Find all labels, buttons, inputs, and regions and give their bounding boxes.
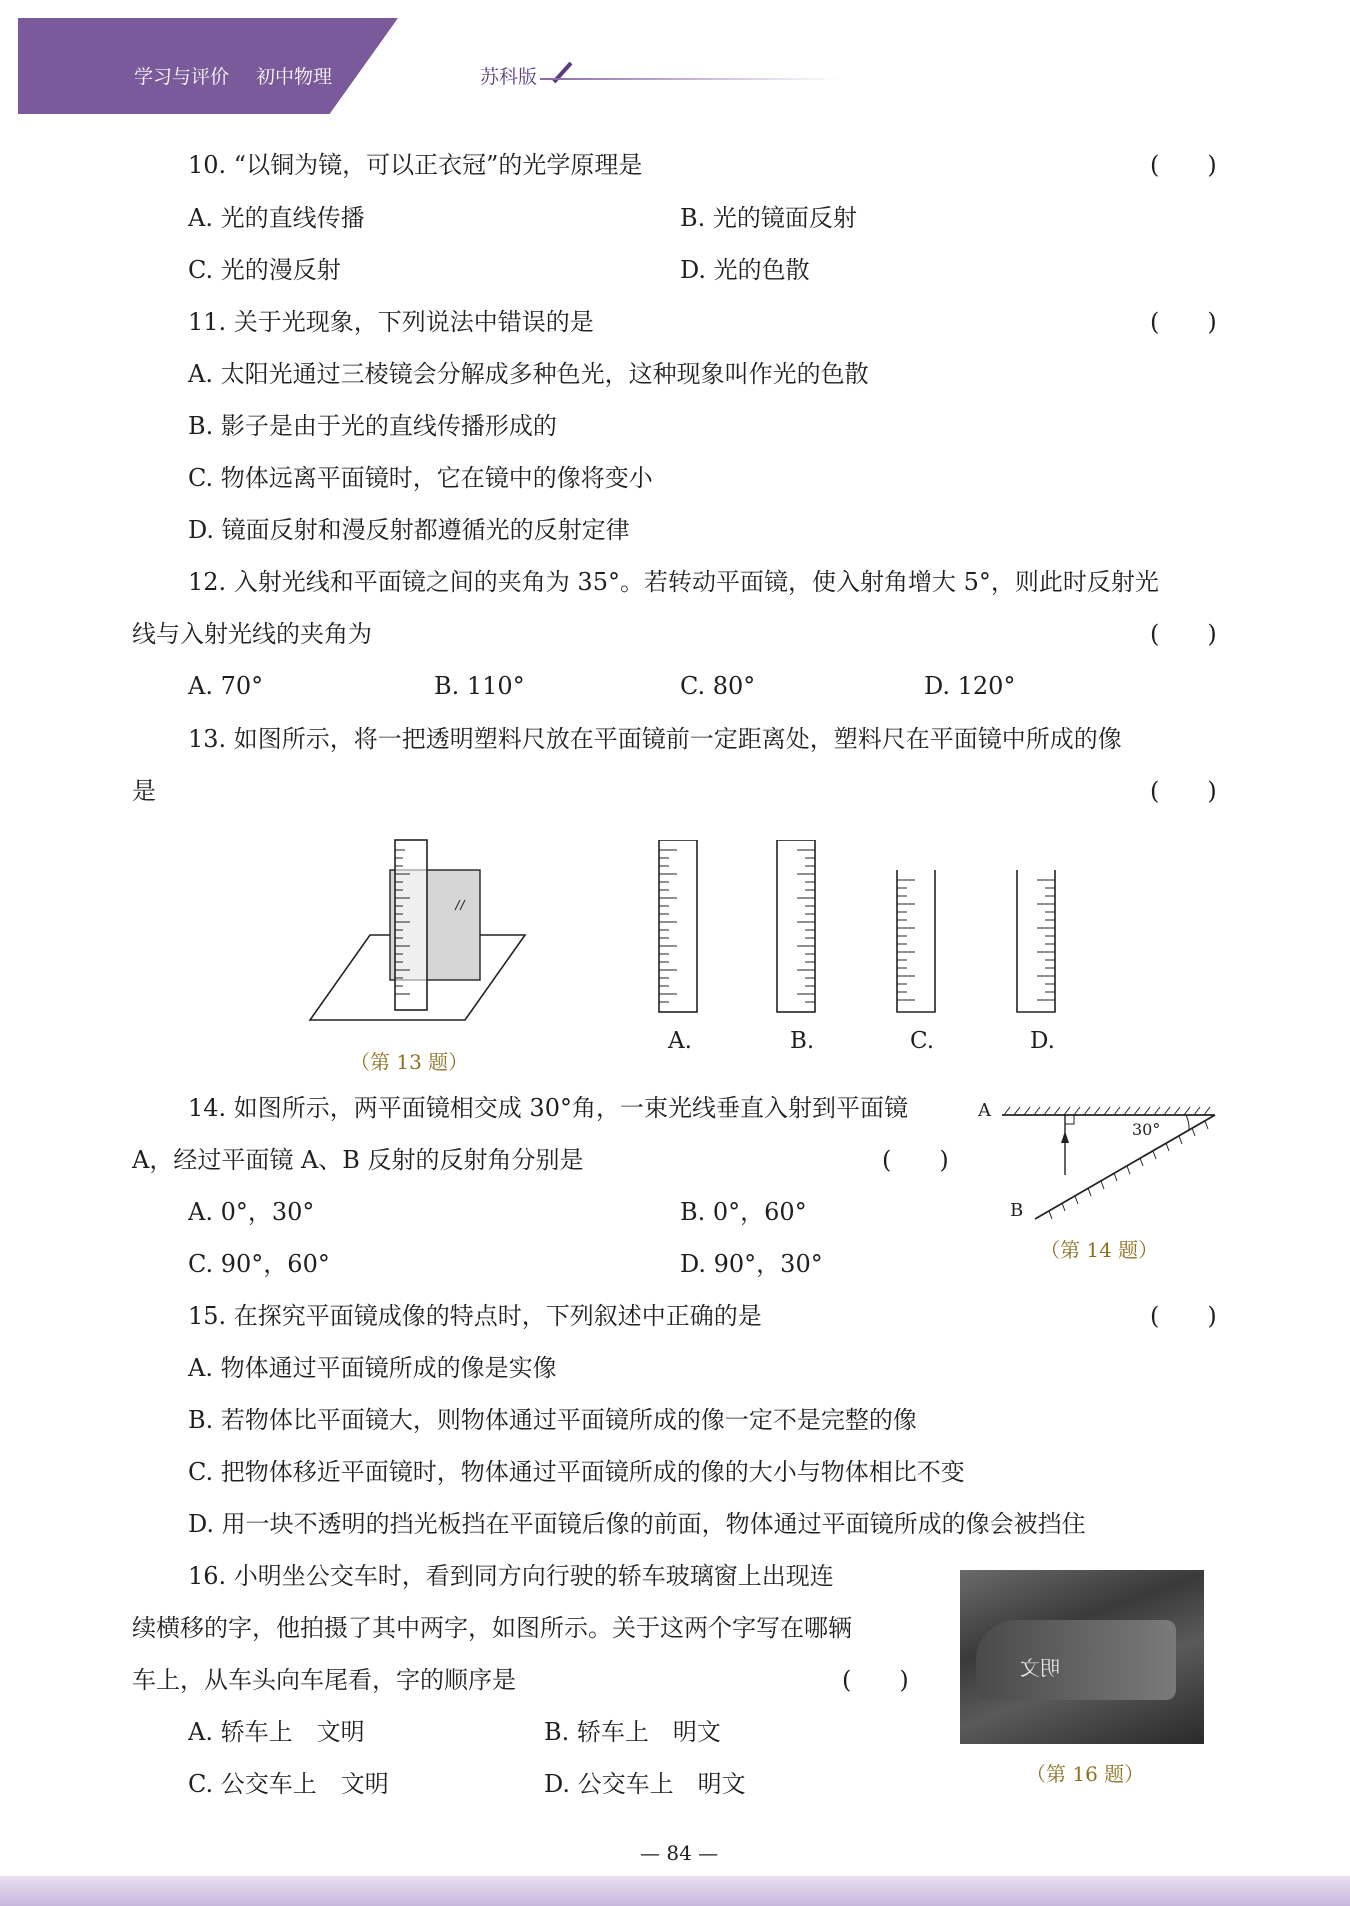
q10-option-c: C. 光的漫反射 (188, 256, 341, 284)
q11-option-c: C. 物体远离平面镜时，它在镜中的像将变小 (188, 464, 653, 492)
q14-fig-label-a: A (978, 1100, 991, 1121)
q13-label-b: B. (790, 1028, 815, 1054)
q14-option-a: A. 0°，30° (188, 1198, 315, 1226)
q13-label-a: A. (668, 1028, 692, 1054)
q14-stem-line2: A，经过平面镜 A、B 反射的反射角分别是 (132, 1146, 584, 1174)
q16-option-d: D. 公交车上 明文 (544, 1770, 746, 1798)
q12-answer-paren: ( ) (1150, 620, 1217, 648)
q16-answer-paren: ( ) (842, 1666, 909, 1694)
q13-stem-line1: 13. 如图所示，将一把透明塑料尺放在平面镜前一定距离处，塑料尺在平面镜中所成的像 (188, 725, 1122, 753)
q14-option-d: D. 90°，30° (680, 1250, 823, 1278)
page-number: — 84 — (640, 1841, 719, 1865)
q12-option-d: D. 120° (924, 672, 1016, 700)
q13-stem-line2: 是 (132, 777, 156, 805)
q13-caption: （第 13 题） (350, 1050, 469, 1074)
q14-fig-label-b: B (1010, 1200, 1024, 1221)
q14-option-c: C. 90°，60° (188, 1250, 330, 1278)
pencil-icon (551, 60, 575, 84)
car-window (976, 1620, 1176, 1700)
q16-stem-line2: 续横移的字，他拍摄了其中两字，如图所示。关于这两个字写在哪辆 (132, 1614, 852, 1642)
q12-stem-line1: 12. 入射光线和平面镜之间的夹角为 35°。若转动平面镜，使入射角增大 5°，则此时反射光 (188, 568, 1159, 596)
q16-option-b: B. 轿车上 明文 (544, 1718, 721, 1746)
q16-stem-line1: 16. 小明坐公交车时，看到同方向行驶的轿车玻璃窗上出现连 (188, 1562, 834, 1590)
q12-stem-line2: 线与入射光线的夹角为 (132, 620, 372, 648)
q15-option-c: C. 把物体移近平面镜时，物体通过平面镜所成的像的大小与物体相比不变 (188, 1458, 965, 1486)
q14-caption: （第 14 题） (1040, 1238, 1159, 1262)
q15-option-a: A. 物体通过平面镜所成的像是实像 (188, 1354, 557, 1382)
q15-answer-paren: ( ) (1150, 1302, 1217, 1330)
q12-option-b: B. 110° (434, 672, 525, 700)
q13-label-d: D. (1030, 1028, 1055, 1054)
q16-stem-line3: 车上，从车头向车尾看，字的顺序是 (132, 1666, 516, 1694)
q16-option-a: A. 轿车上 文明 (188, 1718, 365, 1746)
q11-answer-paren: ( ) (1150, 308, 1217, 336)
header-grade: 八年级上册 (358, 66, 454, 88)
q11-option-b: B. 影子是由于光的直线传播形成的 (188, 412, 557, 440)
header-book: 学习与评价 (134, 66, 230, 88)
q10-option-d: D. 光的色散 (680, 256, 810, 284)
q12-option-a: A. 70° (188, 672, 264, 700)
q14-option-b: B. 0°，60° (680, 1198, 807, 1226)
q13-answer-paren: ( ) (1150, 777, 1217, 805)
q16-caption: （第 16 题） (1026, 1762, 1145, 1786)
q14-stem-line1: 14. 如图所示，两平面镜相交成 30°角，一束光线垂直入射到平面镜 (188, 1094, 908, 1122)
q13-figure-mirror-ruler (300, 830, 540, 1030)
q14-fig-angle: 30° (1132, 1120, 1161, 1139)
footer-band (0, 1876, 1350, 1906)
q16-option-c: C. 公交车上 文明 (188, 1770, 389, 1798)
q10-stem: 10. “以铜为镜，可以正衣冠”的光学原理是 (188, 151, 643, 179)
q15-option-d: D. 用一块不透明的挡光板挡在平面镜后像的前面，物体通过平面镜所成的像会被挡住 (188, 1510, 1086, 1538)
q11-stem: 11. 关于光现象，下列说法中错误的是 (188, 308, 594, 336)
q15-stem: 15. 在探究平面镜成像的特点时，下列叙述中正确的是 (188, 1302, 762, 1330)
q10-option-b: B. 光的镜面反射 (680, 204, 857, 232)
q13-answer-choices-figure (655, 840, 1065, 1020)
header-edition: 苏科版 (480, 66, 538, 88)
header-divider (540, 78, 840, 80)
header-subject: 初中物理 (256, 66, 333, 88)
q10-option-a: A. 光的直线传播 (188, 204, 365, 232)
q16-photo-text: 明文 (1020, 1656, 1060, 1680)
q11-option-d: D. 镜面反射和漫反射都遵循光的反射定律 (188, 516, 630, 544)
q10-answer-paren: ( ) (1150, 151, 1217, 179)
q14-answer-paren: ( ) (882, 1146, 949, 1174)
q16-car-window-photo (960, 1570, 1204, 1744)
q11-option-a: A. 太阳光通过三棱镜会分解成多种色光，这种现象叫作光的色散 (188, 360, 869, 388)
q12-option-c: C. 80° (680, 672, 756, 700)
q13-label-c: C. (910, 1028, 935, 1054)
q14-figure-two-mirrors (990, 1095, 1230, 1235)
q15-option-b: B. 若物体比平面镜大，则物体通过平面镜所成的像一定不是完整的像 (188, 1406, 917, 1434)
